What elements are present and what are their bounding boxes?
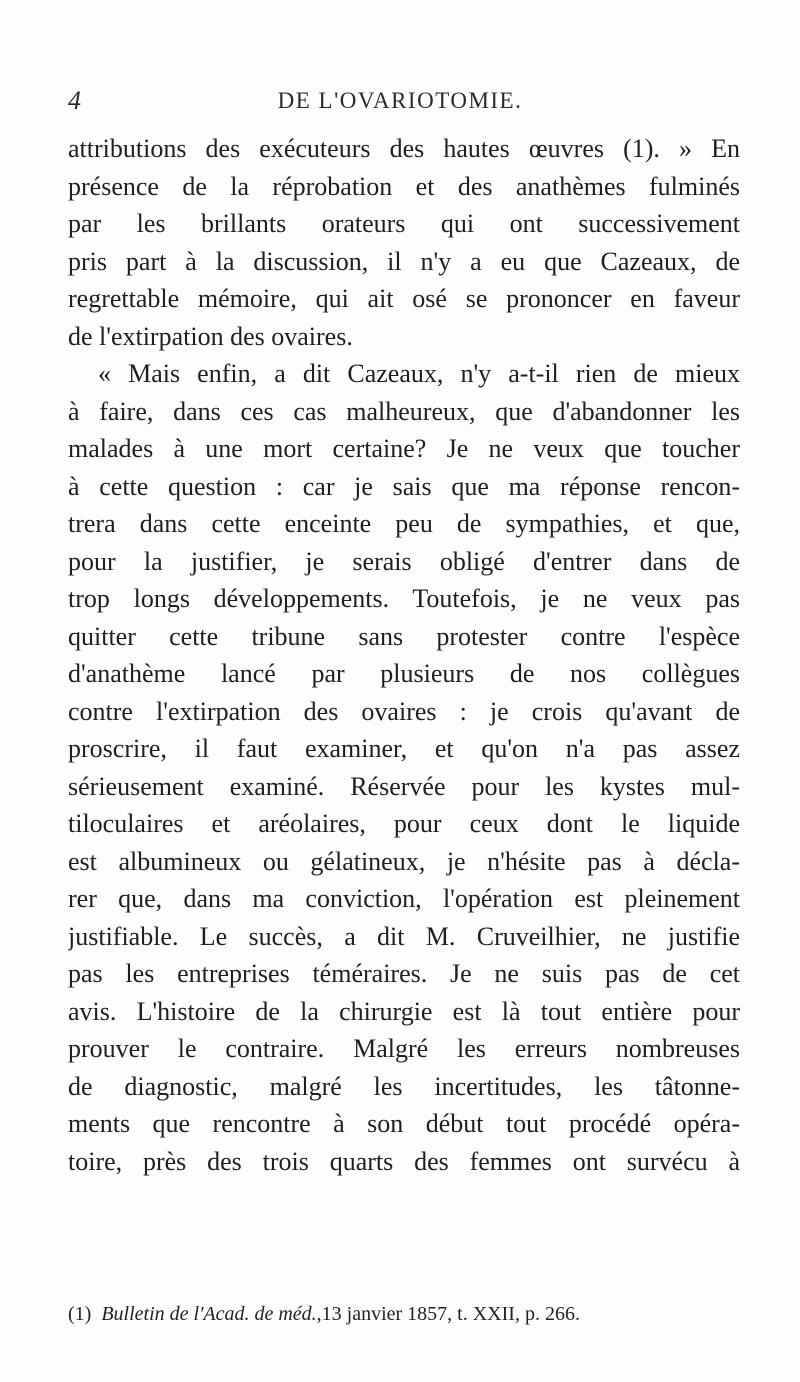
text-line: rer que, dans ma conviction, l'opération est pleinement [68,884,740,913]
page-header [0,86,800,116]
text-line: avis. L'histoire de la chirurgie est là tout entière pour [68,996,740,1026]
text-line: de diagnostic, malgré les incertitudes, les tâtonne- [68,1071,740,1101]
text-line: regrettable mémoire, qui ait osé se prononcer en faveur [68,284,740,313]
text-line: malades à une mort certaine? Je ne veux que toucher [68,434,740,463]
text-line: justifiable. Le succès, a dit M. Cruveilhier, ne justifie [68,921,740,951]
text-line: tiloculaires et aréolaires, pour ceux dont le liquide [68,809,740,838]
text-line: à faire, dans ces cas malheureux, que d'abandonner les [68,396,740,426]
text-line: prouver le contraire. Malgré les erreurs nombreuses [68,1034,740,1063]
paragraph-end-line: de l'extirpation des ovaires. [68,321,353,351]
text-line: attributions des exécuteurs des hautes œuvres (1). » En [68,134,740,163]
text-line: d'anathème lancé par plusieurs de nos collègues [68,659,740,688]
paragraph-start-line: « Mais enfin, a dit Cazeaux, n'y a-t-il rien de mieux [98,359,740,388]
text-line: trop longs développements. Toutefois, je ne veux pas [68,584,740,613]
body-text [68,130,740,1340]
running-title: DE L'OVARIOTOMIE. [277,88,523,113]
text-line: contre l'extirpation des ovaires : je crois qu'avant de [68,696,740,726]
text-line: quitter cette tribune sans protester contre l'espèce [68,621,740,651]
text-line: toire, près des trois quarts des femmes ont survécu à [68,1146,740,1176]
text-line: proscrire, il faut examiner, et qu'on n'a pas assez [68,734,740,763]
text-line: est albumineux ou gélatineux, je n'hésite pas à décla- [68,846,740,876]
text-line: sérieusement examiné. Réservée pour les kystes mul- [68,771,740,801]
footnote [68,1300,740,1328]
text-line: pour la justifier, je serais obligé d'entrer dans de [68,546,740,576]
text-line: trera dans cette enceinte peu de sympathies, et que, [68,509,740,538]
footnote-details: ,13 janvier 1857, t. XXII, p. 266. [316,1303,580,1325]
text-line: pris part à la discussion, il n'y a eu que Cazeaux, de [68,246,740,276]
text-line: pas les entreprises téméraires. Je ne suis pas de cet [68,959,740,988]
text-line: ments que rencontre à son début tout procédé opéra- [68,1109,740,1138]
text-line: à cette question : car je sais que ma réponse rencon- [68,471,740,501]
text-line: par les brillants orateurs qui ont successivement [68,209,740,238]
page-number: 4 [68,86,81,115]
footnote-source: Bulletin de l'Acad. de méd. [101,1303,317,1325]
footnote-number: (1) [68,1303,92,1325]
text-line: présence de la réprobation et des anathèmes fulminés [68,171,740,201]
